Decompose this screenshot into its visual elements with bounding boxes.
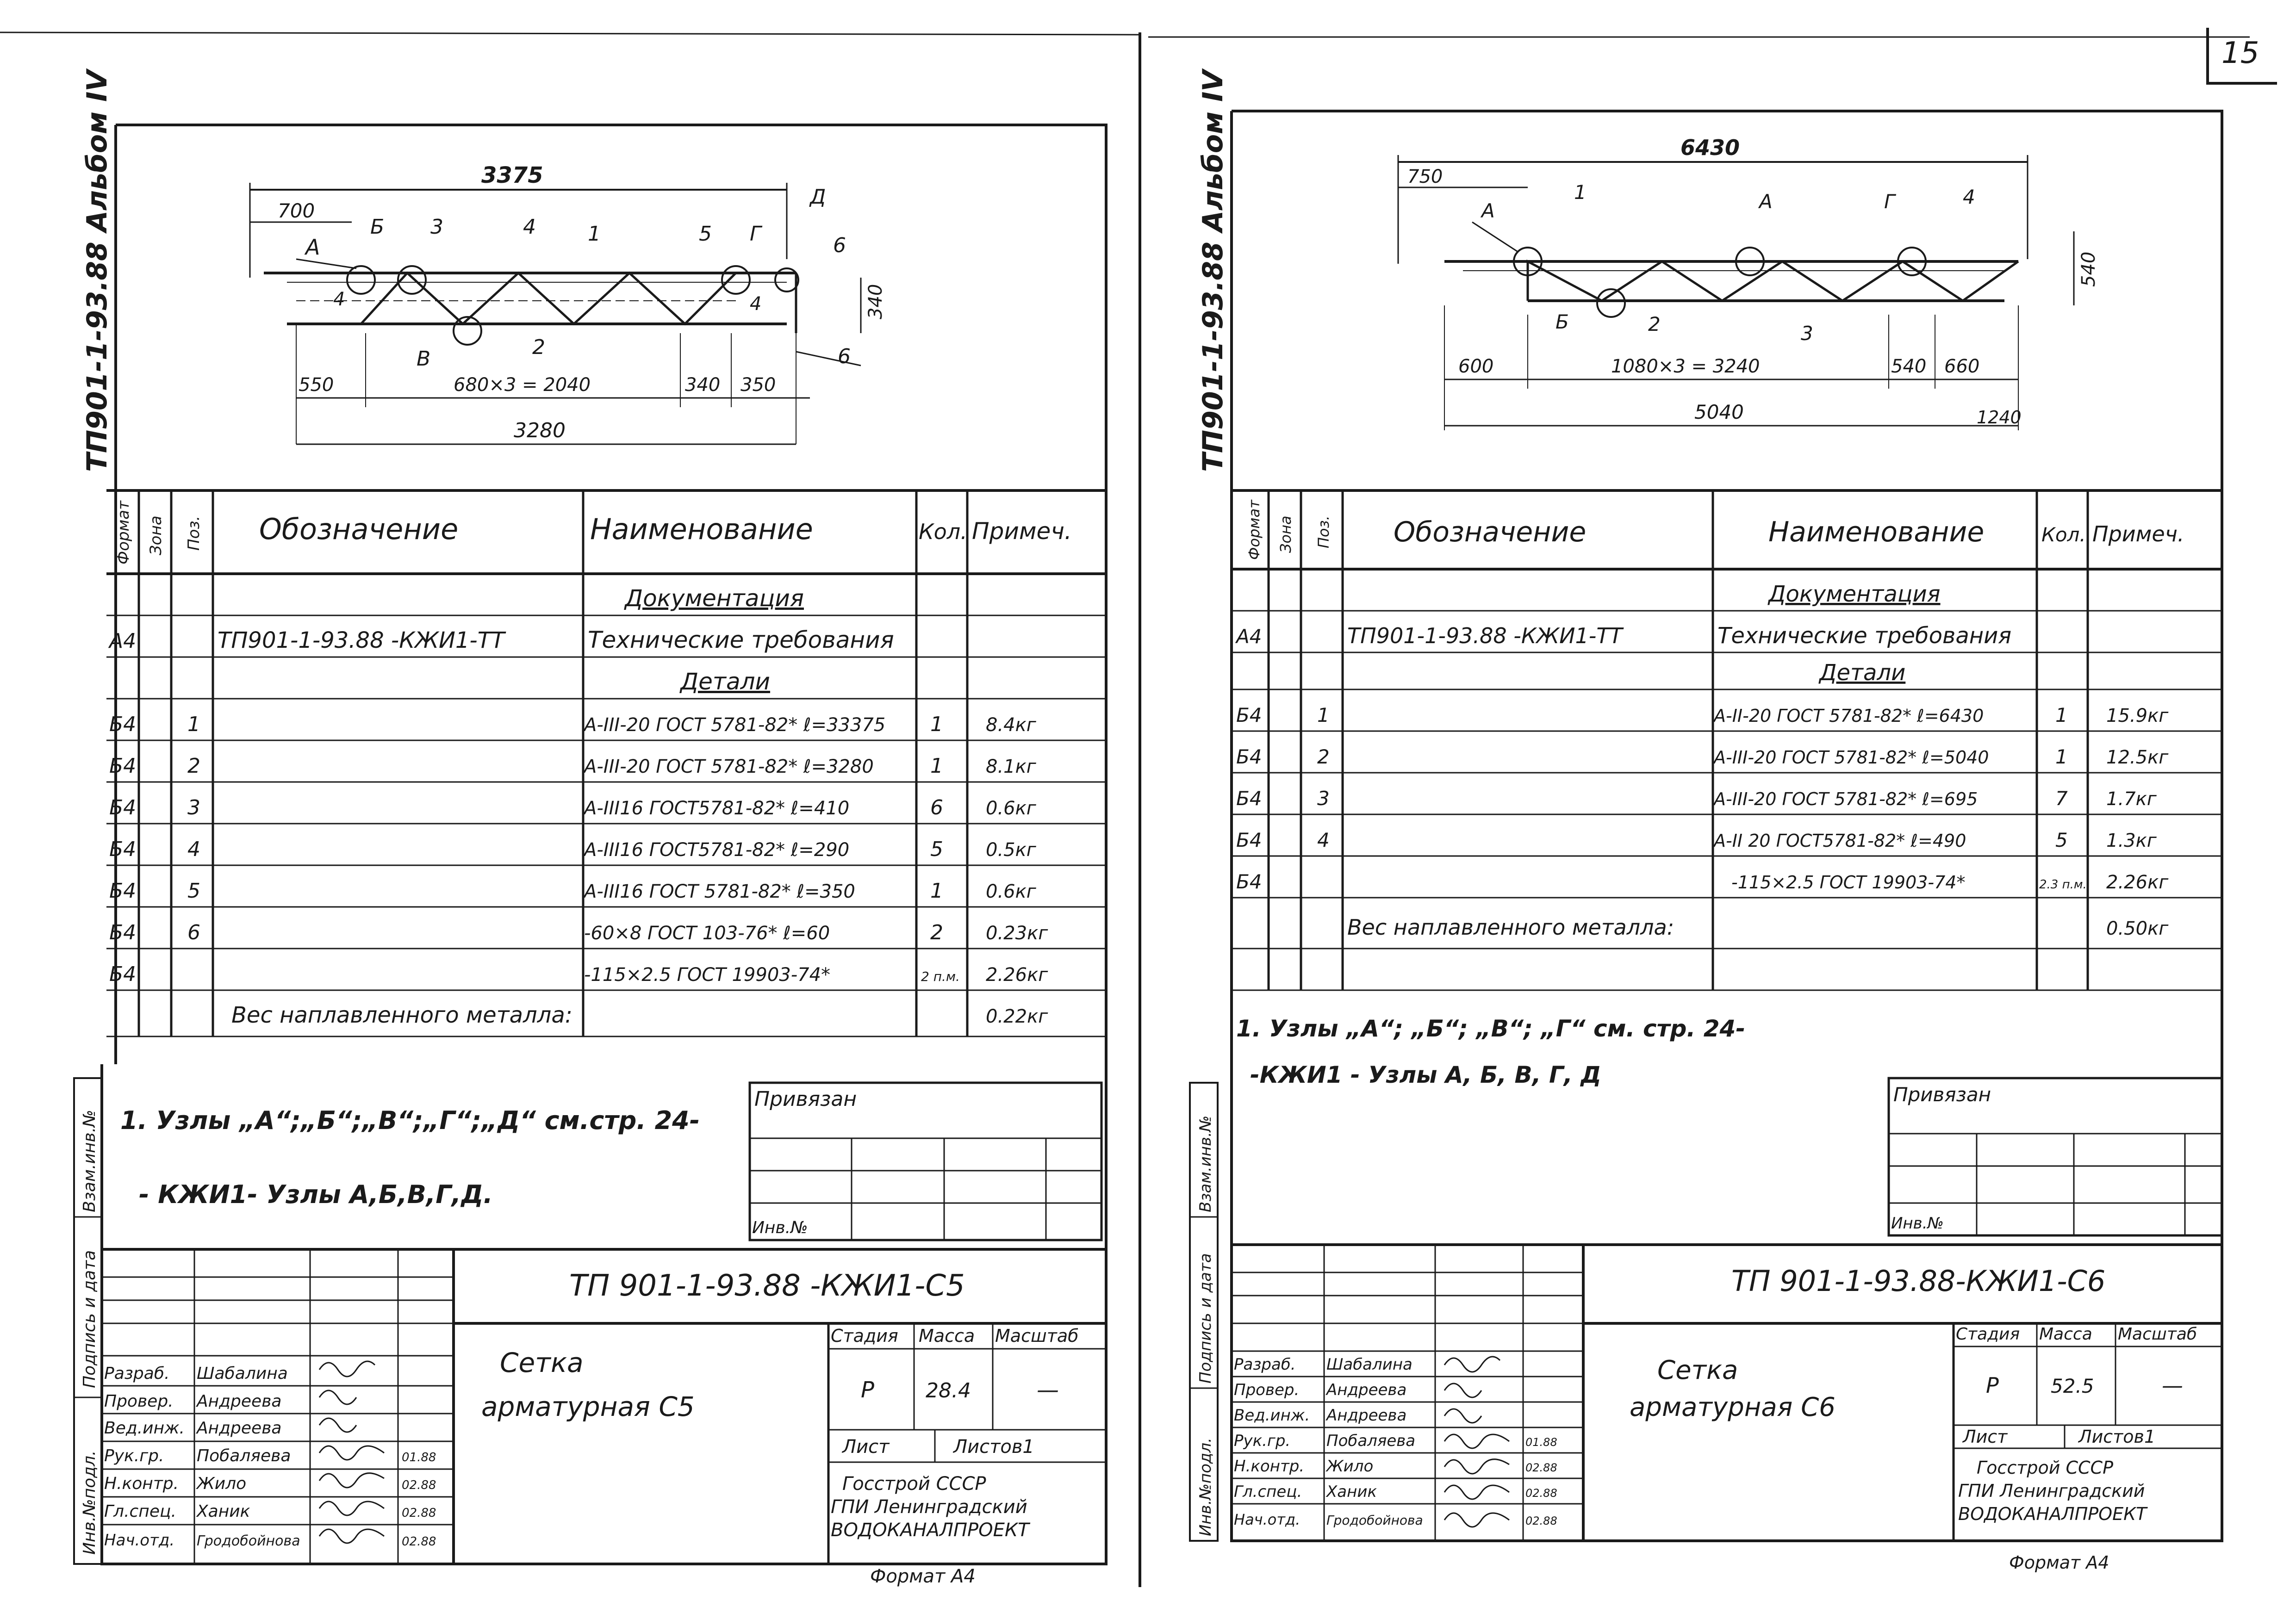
- svg-text:Б4: Б4: [109, 838, 137, 861]
- svg-text:6: 6: [833, 234, 846, 257]
- svg-text:Б4: Б4: [1236, 829, 1262, 851]
- svg-text:Андреева: Андреева: [197, 1392, 282, 1411]
- specification-table: [106, 490, 1106, 1036]
- svg-text:арматурная С6: арматурная С6: [1630, 1392, 1836, 1422]
- svg-text:—: —: [2162, 1373, 2183, 1398]
- svg-text:2 п.м.: 2 п.м.: [921, 969, 960, 984]
- svg-text:4: 4: [333, 289, 345, 310]
- svg-text:Б4: Б4: [109, 754, 137, 778]
- svg-text:4: 4: [187, 838, 200, 861]
- svg-text:Зона: Зона: [1277, 515, 1294, 553]
- header-designation: Обозначение: [259, 512, 459, 546]
- svg-text:3: 3: [430, 215, 443, 239]
- svg-text:Инв.№: Инв.№: [1891, 1214, 1944, 1233]
- svg-text:Б4: Б4: [109, 796, 137, 819]
- svg-text:6: 6: [187, 921, 200, 944]
- svg-text:0.6кг: 0.6кг: [986, 881, 1036, 902]
- svg-text:Кол.: Кол.: [2041, 523, 2086, 546]
- svg-text:1240: 1240: [1977, 407, 2022, 428]
- svg-text:Шабалина: Шабалина: [197, 1364, 288, 1383]
- svg-text:Шабалина: Шабалина: [1326, 1355, 1412, 1374]
- list-item: [1234, 1381, 1406, 1399]
- svg-text:Обозначение: Обозначение: [1394, 516, 1587, 548]
- svg-text:02.88: 02.88: [402, 1478, 436, 1492]
- list-item: [104, 1364, 288, 1383]
- header-name: Наименование: [590, 512, 813, 546]
- svg-text:2.26кг: 2.26кг: [2106, 872, 2169, 893]
- svg-text:1: 1: [930, 879, 943, 903]
- header-format: Формат: [114, 501, 133, 565]
- svg-text:А-III-20 ГОСТ 5781-82* ℓ=33375: А-III-20 ГОСТ 5781-82* ℓ=33375: [584, 714, 886, 736]
- sheet-top-edge: [0, 32, 1139, 35]
- table-row: [1236, 870, 2169, 893]
- svg-text:Андреева: Андреева: [197, 1419, 282, 1438]
- svg-text:6430: 6430: [1680, 135, 1740, 160]
- svg-text:1: 1: [2055, 704, 2068, 726]
- svg-text:Вед.инж.: Вед.инж.: [1234, 1406, 1310, 1425]
- svg-text:ТП901-1-93.88 -КЖИ1-ТТ: ТП901-1-93.88 -КЖИ1-ТТ: [1347, 623, 1623, 648]
- svg-text:680×3 = 2040: 680×3 = 2040: [454, 374, 591, 396]
- header-zone: Зона: [147, 515, 165, 555]
- table-row: [109, 962, 1048, 986]
- svg-text:А-III-20 ГОСТ 5781-82* ℓ=5040: А-III-20 ГОСТ 5781-82* ℓ=5040: [1714, 747, 1989, 768]
- svg-text:Подпись и дата: Подпись и дата: [1196, 1253, 1215, 1383]
- page-number: 15: [2221, 36, 2259, 70]
- svg-text:Б4: Б4: [109, 879, 137, 903]
- svg-text:Сетка: Сетка: [1657, 1355, 1738, 1385]
- svg-text:А-III-20 ГОСТ 5781-82* ℓ=695: А-III-20 ГОСТ 5781-82* ℓ=695: [1714, 789, 1978, 809]
- svg-text:Инв.№подл.: Инв.№подл.: [1196, 1438, 1215, 1536]
- svg-text:02.88: 02.88: [402, 1535, 436, 1549]
- signatures: [1444, 1357, 1509, 1527]
- svg-text:02.88: 02.88: [1525, 1514, 1557, 1527]
- svg-text:Андреева: Андреева: [1326, 1381, 1407, 1399]
- svg-text:Побаляева: Побаляева: [197, 1446, 291, 1465]
- svg-text:Примеч.: Примеч.: [2092, 521, 2184, 546]
- title-line-2: арматурная С5: [481, 1391, 695, 1422]
- mesh-drawing: [250, 162, 886, 444]
- svg-text:ВОДОКАНАЛПРОЕКТ: ВОДОКАНАЛПРОЕКТ: [831, 1520, 1029, 1541]
- svg-text:1: 1: [588, 222, 601, 246]
- svg-text:Формат А4: Формат А4: [2009, 1552, 2109, 1573]
- svg-text:2: 2: [930, 921, 943, 944]
- svg-text:Детали: Детали: [1819, 660, 1906, 686]
- svg-text:1: 1: [930, 713, 943, 736]
- svg-text:-60×8 ГОСТ 103-76* ℓ=60: -60×8 ГОСТ 103-76* ℓ=60: [584, 923, 830, 944]
- svg-text:12.5кг: 12.5кг: [2106, 747, 2169, 768]
- svg-text:Масштаб: Масштаб: [995, 1326, 1079, 1346]
- table-row: [679, 668, 770, 695]
- svg-text:А: А: [1481, 199, 1495, 222]
- svg-text:А-III16 ГОСТ 5781-82* ℓ=350: А-III16 ГОСТ 5781-82* ℓ=350: [584, 881, 855, 902]
- svg-text:Наименование: Наименование: [1768, 516, 1985, 548]
- svg-text:Технические требования: Технические требования: [1717, 623, 2012, 649]
- svg-text:5: 5: [930, 838, 943, 861]
- dim-top: 3375: [481, 162, 543, 188]
- svg-text:Взам.инв.№: Взам.инв.№: [80, 1110, 99, 1212]
- svg-text:А-III16 ГОСТ5781-82* ℓ=410: А-III16 ГОСТ5781-82* ℓ=410: [584, 798, 850, 819]
- table-row: [624, 585, 804, 612]
- svg-text:8.1кг: 8.1кг: [986, 756, 1036, 777]
- table-row: [231, 1002, 1048, 1028]
- svg-text:5: 5: [2055, 829, 2068, 851]
- svg-text:Разраб.: Разраб.: [104, 1364, 170, 1383]
- table-row: [1236, 704, 2169, 726]
- table-row: [109, 754, 1037, 778]
- table-row: [109, 838, 1037, 861]
- note-line-2: - КЖИ1- Узлы А,Б,В,Г,Д.: [139, 1180, 493, 1209]
- svg-text:Г: Г: [1884, 190, 1895, 213]
- svg-text:02.88: 02.88: [1525, 1461, 1557, 1474]
- list-item: [104, 1531, 436, 1550]
- signatures: [319, 1361, 384, 1543]
- svg-text:Вес наплавленного металла:: Вес наплавленного металла:: [1347, 915, 1674, 940]
- svg-text:Ханик: Ханик: [197, 1502, 250, 1521]
- svg-text:-115×2.5 ГОСТ 19903-74*: -115×2.5 ГОСТ 19903-74*: [584, 964, 831, 986]
- svg-text:Гл.спец.: Гл.спец.: [1234, 1483, 1302, 1501]
- svg-text:3: 3: [187, 796, 200, 819]
- svg-text:1080×3 = 3240: 1080×3 = 3240: [1611, 356, 1760, 377]
- svg-text:02.88: 02.88: [1525, 1487, 1557, 1500]
- list-item: [104, 1474, 436, 1493]
- svg-text:А4: А4: [1236, 625, 1262, 648]
- svg-text:550: 550: [299, 374, 334, 396]
- list-item: [104, 1502, 436, 1521]
- svg-text:2: 2: [1648, 313, 1661, 335]
- svg-text:0.50кг: 0.50кг: [2106, 918, 2169, 939]
- svg-text:Нач.отд.: Нач.отд.: [104, 1531, 175, 1550]
- svg-text:А-II-20 ГОСТ 5781-82* ℓ=6430: А-II-20 ГОСТ 5781-82* ℓ=6430: [1714, 706, 1984, 726]
- svg-text:Вед.инж.: Вед.инж.: [104, 1419, 185, 1438]
- stage-value: Р: [861, 1377, 874, 1403]
- svg-text:Лист: Лист: [842, 1436, 890, 1458]
- svg-text:Привязан: Привязан: [1893, 1083, 1991, 1106]
- svg-text:А: А: [305, 235, 320, 260]
- table-row: [109, 879, 1037, 903]
- mesh-drawing: [1398, 135, 2099, 430]
- svg-text:Масса: Масса: [2039, 1325, 2092, 1344]
- svg-text:Взам.инв.№: Взам.инв.№: [1196, 1115, 1215, 1212]
- svg-text:А: А: [1759, 190, 1773, 213]
- svg-text:Жило: Жило: [197, 1474, 247, 1493]
- svg-text:5: 5: [187, 879, 200, 903]
- svg-text:1: 1: [930, 754, 943, 778]
- svg-text:5040: 5040: [1694, 401, 1744, 423]
- svg-text:Н.контр.: Н.контр.: [1234, 1457, 1305, 1476]
- drawing-sheet-c6: [1148, 0, 2296, 1613]
- table-row: [109, 796, 1037, 819]
- svg-text:ГПИ Ленинградский: ГПИ Ленинградский: [831, 1496, 1027, 1518]
- svg-text:ТП901-1-93.88 -КЖИ1-ТТ: ТП901-1-93.88 -КЖИ1-ТТ: [218, 627, 505, 653]
- svg-text:ГПИ Ленинградский: ГПИ Ленинградский: [1958, 1481, 2145, 1501]
- svg-text:Гродобойнова: Гродобойнова: [1326, 1513, 1423, 1528]
- svg-text:660: 660: [1944, 356, 1980, 377]
- svg-text:Жило: Жило: [1326, 1457, 1374, 1476]
- svg-text:Побаляева: Побаляева: [1326, 1432, 1416, 1450]
- svg-text:Б4: Б4: [109, 713, 137, 736]
- note-line-1: 1. Узлы „А“; „Б“; „В“; „Г“ см. стр. 24-: [1236, 1015, 1746, 1042]
- svg-text:4: 4: [1317, 829, 1330, 851]
- svg-text:-115×2.5 ГОСТ 19903-74*: -115×2.5 ГОСТ 19903-74*: [1731, 872, 1966, 893]
- svg-text:Андреева: Андреева: [1326, 1406, 1407, 1425]
- table-row: [1236, 745, 2169, 768]
- svg-text:01.88: 01.88: [402, 1451, 436, 1464]
- svg-text:0.23кг: 0.23кг: [986, 923, 1048, 944]
- svg-text:Лист: Лист: [1963, 1427, 2008, 1447]
- list-item: [1234, 1457, 1557, 1476]
- side-labels: [1190, 1083, 1218, 1541]
- table-row: [1235, 623, 2011, 649]
- svg-text:Провер.: Провер.: [1234, 1381, 1300, 1399]
- svg-text:2.26кг: 2.26кг: [986, 964, 1048, 986]
- svg-text:Госстрой СССР: Госстрой СССР: [842, 1473, 986, 1495]
- format-note: Формат А4: [870, 1566, 976, 1587]
- sheet-c6-drawing: [1148, 0, 2296, 1613]
- svg-text:5: 5: [699, 222, 712, 246]
- svg-text:4: 4: [523, 215, 536, 239]
- svg-text:Поз.: Поз.: [1315, 515, 1332, 548]
- svg-text:А-III-20 ГОСТ 5781-82* ℓ=3280: А-III-20 ГОСТ 5781-82* ℓ=3280: [584, 756, 874, 777]
- svg-text:А-III16 ГОСТ5781-82* ℓ=290: А-III16 ГОСТ5781-82* ℓ=290: [584, 839, 850, 861]
- svg-text:Б: Б: [1556, 310, 1569, 333]
- svg-text:Стадия: Стадия: [831, 1326, 898, 1346]
- side-labels: [74, 1078, 102, 1564]
- album-label: ТП901-1-93.88 Альбом IV: [81, 70, 113, 472]
- svg-text:0.22кг: 0.22кг: [986, 1006, 1048, 1027]
- svg-text:Провер.: Провер.: [104, 1392, 174, 1411]
- svg-text:Разраб.: Разраб.: [1234, 1355, 1296, 1374]
- svg-text:3280: 3280: [514, 419, 566, 442]
- svg-text:А4: А4: [109, 629, 137, 653]
- svg-text:340: 340: [865, 284, 886, 319]
- list-item: [1234, 1355, 1412, 1374]
- privyazan-block: [750, 1083, 1101, 1240]
- svg-text:Листов1: Листов1: [2078, 1427, 2156, 1447]
- privyazan-block: [1889, 1078, 2222, 1235]
- svg-text:Стадия: Стадия: [1956, 1325, 2020, 1344]
- svg-text:Листов1: Листов1: [953, 1436, 1034, 1458]
- table-row: [1818, 660, 1905, 686]
- svg-text:1: 1: [1574, 181, 1587, 204]
- svg-text:Документация: Документация: [625, 585, 804, 612]
- svg-text:4: 4: [750, 293, 762, 315]
- title-line-1: Сетка: [500, 1347, 584, 1378]
- scale-value: —: [1037, 1377, 1059, 1403]
- svg-text:540: 540: [1891, 356, 1927, 377]
- table-row: [109, 921, 1048, 944]
- svg-text:3: 3: [1317, 787, 1330, 810]
- svg-text:Рук.гр.: Рук.гр.: [104, 1446, 164, 1465]
- svg-text:Ханик: Ханик: [1326, 1483, 1377, 1501]
- svg-text:Масса: Масса: [919, 1326, 975, 1346]
- svg-text:2: 2: [1317, 745, 1330, 768]
- svg-text:Технические требования: Технические требования: [588, 627, 894, 653]
- svg-text:Б4: Б4: [109, 962, 137, 986]
- table-row: [1347, 915, 2169, 940]
- svg-text:А-II 20 ГОСТ5781-82* ℓ=490: А-II 20 ГОСТ5781-82* ℓ=490: [1714, 831, 1966, 851]
- svg-text:1: 1: [187, 713, 200, 736]
- list-item: [104, 1419, 281, 1438]
- svg-text:Р: Р: [1986, 1373, 1999, 1398]
- svg-text:3: 3: [1801, 322, 1813, 345]
- svg-text:0.5кг: 0.5кг: [986, 839, 1036, 861]
- title-block: [1232, 1245, 2222, 1573]
- list-item: [1234, 1406, 1406, 1425]
- svg-text:Б4: Б4: [1236, 787, 1262, 810]
- svg-text:Б: Б: [370, 215, 385, 239]
- svg-text:Д: Д: [810, 185, 826, 209]
- svg-text:1.7кг: 1.7кг: [2106, 788, 2157, 810]
- svg-text:Госстрой СССР: Госстрой СССР: [1977, 1458, 2114, 1478]
- svg-text:ВОДОКАНАЛПРОЕКТ: ВОДОКАНАЛПРОЕКТ: [1958, 1504, 2147, 1524]
- list-item: [104, 1446, 436, 1465]
- svg-text:Вес наплавленного металла:: Вес наплавленного металла:: [231, 1002, 572, 1028]
- svg-text:В: В: [417, 347, 431, 371]
- svg-text:7: 7: [2055, 787, 2068, 810]
- svg-text:2: 2: [187, 754, 200, 778]
- svg-text:Документация: Документация: [1768, 581, 1941, 607]
- mass-value: 28.4: [926, 1379, 971, 1402]
- svg-text:2.3 п.м.: 2.3 п.м.: [2039, 878, 2087, 892]
- svg-text:2: 2: [532, 335, 545, 359]
- privyazan-label: Привязан: [754, 1087, 857, 1111]
- list-item: [104, 1392, 281, 1411]
- note-line-1: 1. Узлы „А“;„Б“;„В“;„Г“;„Д“ см.стр. 24-: [120, 1106, 700, 1135]
- note-line-2: -КЖИ1 - Узлы А, Б, В, Г, Д: [1250, 1061, 1601, 1088]
- album-label: ТП901-1-93.88 Альбом IV: [1197, 70, 1229, 472]
- specification-table: [1232, 490, 2222, 990]
- table-row: [109, 713, 1037, 736]
- table-row: [1236, 787, 2157, 810]
- svg-text:8.4кг: 8.4кг: [986, 714, 1036, 736]
- svg-text:1.3кг: 1.3кг: [2106, 830, 2157, 851]
- svg-text:Формат: Формат: [1245, 500, 1263, 560]
- table-row: [1236, 829, 2157, 851]
- svg-text:4: 4: [1963, 186, 1975, 208]
- svg-text:15.9кг: 15.9кг: [2106, 705, 2169, 726]
- svg-text:Г: Г: [750, 222, 761, 246]
- svg-text:6: 6: [838, 345, 851, 368]
- svg-text:1: 1: [1317, 704, 1330, 726]
- svg-text:Н.контр.: Н.контр.: [104, 1474, 179, 1493]
- inv-no-label: Инв.№: [752, 1218, 808, 1237]
- svg-text:340: 340: [685, 374, 721, 396]
- svg-text:Гл.спец.: Гл.спец.: [104, 1502, 176, 1521]
- svg-text:Гродобойнова: Гродобойнова: [197, 1533, 300, 1549]
- svg-text:Б4: Б4: [1236, 704, 1262, 726]
- svg-text:540: 540: [2078, 251, 2099, 287]
- header-pos: Поз.: [185, 515, 203, 551]
- dim-left-seg: 700: [278, 199, 315, 222]
- svg-text:6: 6: [930, 796, 943, 819]
- table-row: [1767, 581, 1941, 607]
- svg-text:Рук.гр.: Рук.гр.: [1234, 1432, 1291, 1450]
- table-row: [108, 627, 894, 653]
- svg-text:52.5: 52.5: [2051, 1375, 2094, 1397]
- title-block: [102, 1249, 1106, 1587]
- svg-text:Б4: Б4: [1236, 870, 1262, 893]
- svg-text:1: 1: [2055, 745, 2068, 768]
- svg-text:Масштаб: Масштаб: [2118, 1325, 2197, 1344]
- svg-text:02.88: 02.88: [402, 1506, 436, 1520]
- header-note: Примеч.: [972, 518, 1072, 545]
- svg-text:Детали: Детали: [680, 668, 771, 695]
- svg-text:Подпись и дата: Подпись и дата: [80, 1250, 99, 1388]
- svg-text:Б4: Б4: [1236, 745, 1262, 768]
- svg-text:Б4: Б4: [109, 921, 137, 944]
- svg-text:0.6кг: 0.6кг: [986, 798, 1036, 819]
- svg-text:600: 600: [1458, 356, 1494, 377]
- header-qty: Кол.: [919, 519, 967, 544]
- svg-text:750: 750: [1407, 166, 1443, 187]
- svg-text:350: 350: [740, 374, 776, 396]
- svg-text:ТП 901-1-93.88-КЖИ1-С6: ТП 901-1-93.88-КЖИ1-С6: [1731, 1264, 2106, 1298]
- svg-text:Нач.отд.: Нач.отд.: [1234, 1511, 1300, 1528]
- svg-text:Инв.№подл.: Инв.№подл.: [80, 1450, 99, 1555]
- svg-text:01.88: 01.88: [1525, 1436, 1557, 1449]
- document-code: ТП 901-1-93.88 -КЖИ1-С5: [569, 1269, 965, 1303]
